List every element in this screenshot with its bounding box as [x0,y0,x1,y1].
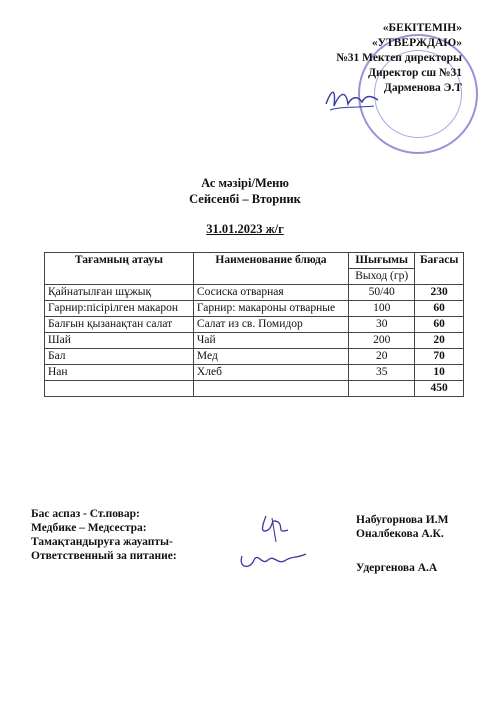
table-row [45,333,464,349]
role-responsible-ru: Ответственный за питание: [31,550,177,562]
dish-name-ru: Мед [193,349,348,365]
header-name-ru: Наименование блюда [193,253,348,285]
dish-yield: 100 [349,301,415,317]
role-chef: Бас аспаз - Ст.повар: [31,508,140,520]
dish-yield: 30 [349,317,415,333]
table-row [45,365,464,381]
dish-name-kz: Бал [45,349,194,365]
dish-name-ru: Сосиска отварная [193,285,348,301]
total-price: 450 [415,381,464,397]
dish-price: 20 [415,333,464,349]
dish-name-ru: Салат из св. Помидор [193,317,348,333]
staff-signatures [232,512,312,576]
dish-price: 60 [415,301,464,317]
approval-line-3: №31 Мектеп директоры [336,52,462,64]
table-row [45,349,464,365]
total-row [45,381,464,397]
dish-yield: 20 [349,349,415,365]
dish-price: 70 [415,349,464,365]
dish-name-kz: Гарнир:пісірілген макарон [45,301,194,317]
dish-name-ru: Чай [193,333,348,349]
menu-day: Сейсенбі – Вторник [189,192,301,206]
dish-name-kz: Қайнатылған шұжық [45,285,194,301]
menu-table [44,252,464,397]
director-signature [322,82,382,116]
role-nurse: Медбике – Медсестра: [31,522,147,534]
table-row [45,317,464,333]
dish-name-kz: Шай [45,333,194,349]
header-price: Бағасы [415,253,464,285]
approval-line-4: Директор сш №31 [368,67,462,79]
dish-name-kz: Нан [45,365,194,381]
approval-line-1: «БЕКІТЕМІН» [382,22,462,34]
name-responsible: Удергенова А.А [356,562,438,574]
dish-price: 230 [415,285,464,301]
dish-price: 10 [415,365,464,381]
menu-date: 31.01.2023 ж/г [206,222,284,236]
name-nurse: Оналбекова А.К. [356,528,444,540]
header-name-kz: Тағамның атауы [45,253,194,285]
dish-yield: 50/40 [349,285,415,301]
table-header-row [45,253,464,269]
responsible-names [356,513,448,575]
dish-name-ru: Гарнир: макароны отварные [193,301,348,317]
dish-yield: 35 [349,365,415,381]
responsible-roles [31,507,177,563]
table-row [45,301,464,317]
dish-price: 60 [415,317,464,333]
header-yield-kz: Шығымы [349,253,415,269]
menu-title: Ас мәзірі/Меню [201,176,289,190]
dish-name-kz: Балғын қызанақтан салат [45,317,194,333]
dish-yield: 200 [349,333,415,349]
approval-line-5: Дарменова Э.Т [383,82,462,94]
dish-name-ru: Хлеб [193,365,348,381]
name-chef: Набугорнова И.М [356,514,449,526]
approval-line-2: «УТВЕРЖДАЮ» [371,37,462,49]
header-yield-ru: Выход (гр) [349,269,415,285]
role-responsible-kz: Тамақтандыруға жауапты- [31,536,173,548]
table-row [45,285,464,301]
